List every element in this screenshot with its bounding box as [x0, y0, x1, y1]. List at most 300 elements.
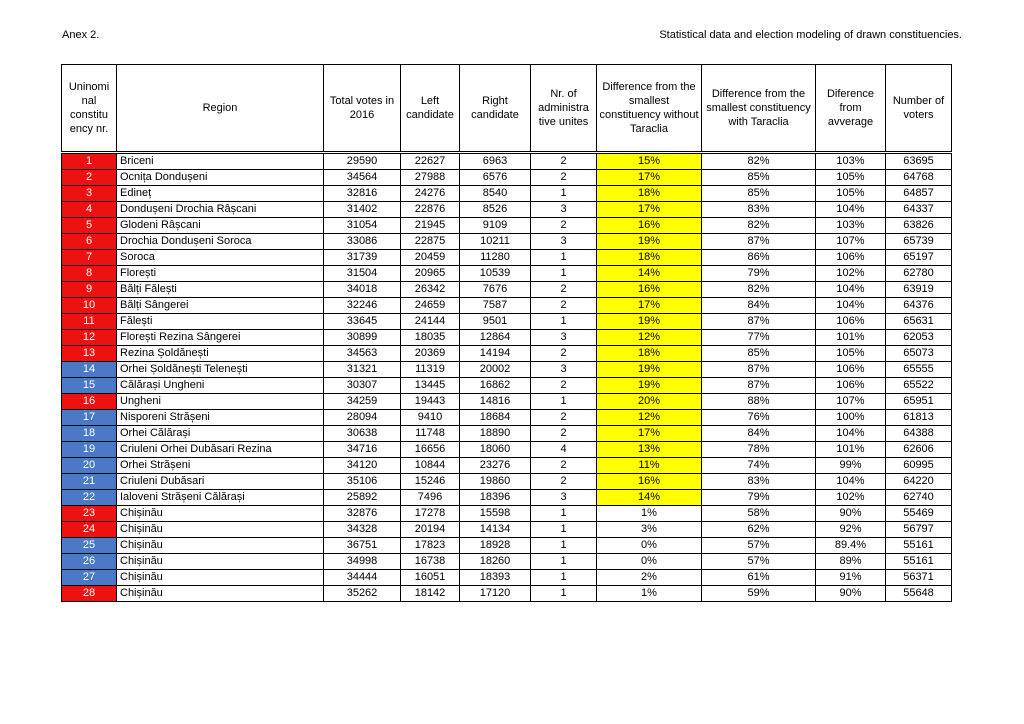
left-candidate-cell: 13445: [401, 378, 460, 394]
diff-with-taraclia-cell: 77%: [702, 330, 816, 346]
number-of-voters-cell: 64376: [886, 298, 952, 314]
diff-average-cell: 106%: [816, 314, 886, 330]
total-votes-cell: 31402: [324, 202, 401, 218]
region-cell: Briceni: [117, 153, 324, 170]
right-candidate-cell: 20002: [460, 362, 531, 378]
region-cell: Drochia Dondușeni Soroca: [117, 234, 324, 250]
total-votes-cell: 33645: [324, 314, 401, 330]
number-of-voters-cell: 55161: [886, 538, 952, 554]
left-candidate-cell: 11319: [401, 362, 460, 378]
diff-without-taraclia-cell: 17%: [597, 426, 702, 442]
region-cell: Orhei Șoldănești Telenești: [117, 362, 324, 378]
diff-without-taraclia-cell: 1%: [597, 506, 702, 522]
diff-average-cell: 99%: [816, 458, 886, 474]
number-of-voters-cell: 65197: [886, 250, 952, 266]
left-candidate-cell: 24144: [401, 314, 460, 330]
diff-average-cell: 106%: [816, 362, 886, 378]
admin-units-cell: 3: [531, 202, 597, 218]
admin-units-cell: 2: [531, 298, 597, 314]
diff-without-taraclia-cell: 20%: [597, 394, 702, 410]
left-candidate-cell: 16051: [401, 570, 460, 586]
number-of-voters-cell: 63826: [886, 218, 952, 234]
total-votes-cell: 32816: [324, 186, 401, 202]
diff-average-cell: 102%: [816, 266, 886, 282]
diff-without-taraclia-cell: 19%: [597, 378, 702, 394]
diff-without-taraclia-cell: 17%: [597, 202, 702, 218]
right-candidate-cell: 14816: [460, 394, 531, 410]
number-of-voters-cell: 62053: [886, 330, 952, 346]
diff-with-taraclia-cell: 87%: [702, 362, 816, 378]
constituency-table: [61, 64, 952, 602]
admin-units-cell: 2: [531, 426, 597, 442]
diff-without-taraclia-cell: 12%: [597, 330, 702, 346]
left-candidate-cell: 20965: [401, 266, 460, 282]
diff-without-taraclia-cell: 14%: [597, 266, 702, 282]
table-row: [62, 490, 952, 506]
total-votes-cell: 32876: [324, 506, 401, 522]
left-candidate-cell: 18035: [401, 330, 460, 346]
region-cell: Dondușeni Drochia Râșcani: [117, 202, 324, 218]
constituency-number-cell: 10: [62, 298, 117, 314]
total-votes-cell: 29590: [324, 153, 401, 170]
constituency-number-cell: 12: [62, 330, 117, 346]
diff-average-cell: 104%: [816, 202, 886, 218]
number-of-voters-cell: 64388: [886, 426, 952, 442]
left-candidate-cell: 16656: [401, 442, 460, 458]
number-of-voters-cell: 62740: [886, 490, 952, 506]
number-of-voters-cell: 61813: [886, 410, 952, 426]
total-votes-cell: 33086: [324, 234, 401, 250]
right-candidate-cell: 10539: [460, 266, 531, 282]
right-candidate-cell: 18396: [460, 490, 531, 506]
region-cell: Edineț: [117, 186, 324, 202]
diff-with-taraclia-cell: 78%: [702, 442, 816, 458]
diff-without-taraclia-cell: 18%: [597, 186, 702, 202]
region-cell: Ialoveni Strășeni Călărași: [117, 490, 324, 506]
diff-with-taraclia-cell: 83%: [702, 474, 816, 490]
diff-without-taraclia-cell: 18%: [597, 346, 702, 362]
number-of-voters-cell: 64220: [886, 474, 952, 490]
diff-average-cell: 106%: [816, 378, 886, 394]
diff-with-taraclia-cell: 84%: [702, 426, 816, 442]
constituency-number-cell: 26: [62, 554, 117, 570]
table-row: [62, 170, 952, 186]
region-cell: Chișinău: [117, 506, 324, 522]
region-cell: Florești: [117, 266, 324, 282]
diff-with-taraclia-cell: 82%: [702, 153, 816, 170]
col-header-region: Region: [117, 65, 324, 153]
number-of-voters-cell: 60995: [886, 458, 952, 474]
col-header-diff-average: Diference from avverage: [816, 65, 886, 153]
right-candidate-cell: 11280: [460, 250, 531, 266]
right-candidate-cell: 16862: [460, 378, 531, 394]
number-of-voters-cell: 55648: [886, 586, 952, 602]
region-cell: Orhei Strășeni: [117, 458, 324, 474]
admin-units-cell: 2: [531, 474, 597, 490]
diff-with-taraclia-cell: 74%: [702, 458, 816, 474]
diff-without-taraclia-cell: 13%: [597, 442, 702, 458]
right-candidate-cell: 23276: [460, 458, 531, 474]
diff-average-cell: 102%: [816, 490, 886, 506]
total-votes-cell: 35106: [324, 474, 401, 490]
region-cell: Chișinău: [117, 586, 324, 602]
right-candidate-cell: 18684: [460, 410, 531, 426]
table-row: [62, 362, 952, 378]
admin-units-cell: 3: [531, 490, 597, 506]
col-header-left-candidate: Left candidate: [401, 65, 460, 153]
diff-with-taraclia-cell: 88%: [702, 394, 816, 410]
admin-units-cell: 1: [531, 394, 597, 410]
total-votes-cell: 31321: [324, 362, 401, 378]
col-header-total-votes: Total votes in 2016: [324, 65, 401, 153]
diff-average-cell: 90%: [816, 506, 886, 522]
diff-with-taraclia-cell: 87%: [702, 314, 816, 330]
diff-without-taraclia-cell: 19%: [597, 234, 702, 250]
diff-with-taraclia-cell: 83%: [702, 202, 816, 218]
table-row: [62, 218, 952, 234]
constituency-number-cell: 9: [62, 282, 117, 298]
diff-average-cell: 105%: [816, 346, 886, 362]
diff-average-cell: 89%: [816, 554, 886, 570]
number-of-voters-cell: 62780: [886, 266, 952, 282]
diff-average-cell: 92%: [816, 522, 886, 538]
diff-with-taraclia-cell: 57%: [702, 538, 816, 554]
right-candidate-cell: 18928: [460, 538, 531, 554]
total-votes-cell: 35262: [324, 586, 401, 602]
diff-without-taraclia-cell: 19%: [597, 314, 702, 330]
diff-with-taraclia-cell: 86%: [702, 250, 816, 266]
diff-without-taraclia-cell: 17%: [597, 298, 702, 314]
constituency-number-cell: 20: [62, 458, 117, 474]
diff-average-cell: 104%: [816, 298, 886, 314]
left-candidate-cell: 7496: [401, 490, 460, 506]
diff-with-taraclia-cell: 57%: [702, 554, 816, 570]
number-of-voters-cell: 65951: [886, 394, 952, 410]
table-row: [62, 410, 952, 426]
right-candidate-cell: 12864: [460, 330, 531, 346]
diff-with-taraclia-cell: 87%: [702, 378, 816, 394]
region-cell: Criuleni Dubăsari: [117, 474, 324, 490]
admin-units-cell: 1: [531, 522, 597, 538]
constituency-number-cell: 16: [62, 394, 117, 410]
left-candidate-cell: 20459: [401, 250, 460, 266]
col-header-diff-without-taraclia: Difference from the smallest constituency without Taraclia: [597, 65, 702, 153]
right-candidate-cell: 15598: [460, 506, 531, 522]
diff-with-taraclia-cell: 85%: [702, 186, 816, 202]
table-row: [62, 298, 952, 314]
right-candidate-cell: 18393: [460, 570, 531, 586]
right-candidate-cell: 6963: [460, 153, 531, 170]
diff-average-cell: 101%: [816, 330, 886, 346]
total-votes-cell: 28094: [324, 410, 401, 426]
table-row: [62, 538, 952, 554]
diff-without-taraclia-cell: 1%: [597, 586, 702, 602]
region-cell: Chișinău: [117, 538, 324, 554]
left-candidate-cell: 20194: [401, 522, 460, 538]
diff-with-taraclia-cell: 85%: [702, 170, 816, 186]
diff-without-taraclia-cell: 0%: [597, 554, 702, 570]
right-candidate-cell: 18060: [460, 442, 531, 458]
region-cell: Nisporeni Strășeni: [117, 410, 324, 426]
diff-average-cell: 103%: [816, 153, 886, 170]
diff-with-taraclia-cell: 61%: [702, 570, 816, 586]
right-candidate-cell: 14134: [460, 522, 531, 538]
admin-units-cell: 3: [531, 234, 597, 250]
table-row: [62, 266, 952, 282]
table-row: [62, 314, 952, 330]
admin-units-cell: 2: [531, 378, 597, 394]
diff-with-taraclia-cell: 82%: [702, 282, 816, 298]
table-header-row: [62, 65, 952, 153]
admin-units-cell: 1: [531, 186, 597, 202]
region-cell: Bălți Sângerei: [117, 298, 324, 314]
region-cell: Chișinău: [117, 570, 324, 586]
admin-units-cell: 2: [531, 170, 597, 186]
constituency-number-cell: 1: [62, 153, 117, 170]
diff-with-taraclia-cell: 79%: [702, 266, 816, 282]
left-candidate-cell: 10844: [401, 458, 460, 474]
right-candidate-cell: 18260: [460, 554, 531, 570]
table-row: [62, 426, 952, 442]
diff-average-cell: 101%: [816, 442, 886, 458]
constituency-number-cell: 15: [62, 378, 117, 394]
table-row: [62, 474, 952, 490]
diff-with-taraclia-cell: 85%: [702, 346, 816, 362]
table-row: [62, 586, 952, 602]
right-candidate-cell: 10211: [460, 234, 531, 250]
number-of-voters-cell: 56797: [886, 522, 952, 538]
admin-units-cell: 2: [531, 282, 597, 298]
total-votes-cell: 34998: [324, 554, 401, 570]
right-candidate-cell: 8540: [460, 186, 531, 202]
diff-without-taraclia-cell: 17%: [597, 170, 702, 186]
region-cell: Chișinău: [117, 554, 324, 570]
right-candidate-cell: 7587: [460, 298, 531, 314]
region-cell: Ungheni: [117, 394, 324, 410]
constituency-number-cell: 24: [62, 522, 117, 538]
diff-without-taraclia-cell: 11%: [597, 458, 702, 474]
left-candidate-cell: 22876: [401, 202, 460, 218]
number-of-voters-cell: 65555: [886, 362, 952, 378]
number-of-voters-cell: 55469: [886, 506, 952, 522]
region-cell: Orhei Călărași: [117, 426, 324, 442]
admin-units-cell: 1: [531, 586, 597, 602]
constituency-number-cell: 8: [62, 266, 117, 282]
diff-average-cell: 105%: [816, 170, 886, 186]
left-candidate-cell: 17823: [401, 538, 460, 554]
number-of-voters-cell: 64337: [886, 202, 952, 218]
col-header-number-of-voters: Number of voters: [886, 65, 952, 153]
left-candidate-cell: 11748: [401, 426, 460, 442]
constituency-number-cell: 28: [62, 586, 117, 602]
diff-without-taraclia-cell: 16%: [597, 282, 702, 298]
diff-without-taraclia-cell: 12%: [597, 410, 702, 426]
number-of-voters-cell: 63695: [886, 153, 952, 170]
table-row: [62, 506, 952, 522]
diff-with-taraclia-cell: 62%: [702, 522, 816, 538]
table-row: [62, 202, 952, 218]
table-row: [62, 522, 952, 538]
admin-units-cell: 2: [531, 218, 597, 234]
admin-units-cell: 3: [531, 362, 597, 378]
constituency-number-cell: 25: [62, 538, 117, 554]
document-title: Statistical data and election modeling of drawn constituencies.: [659, 29, 962, 41]
diff-average-cell: 89.4%: [816, 538, 886, 554]
table-row: [62, 394, 952, 410]
admin-units-cell: 1: [531, 250, 597, 266]
constituency-number-cell: 7: [62, 250, 117, 266]
total-votes-cell: 31739: [324, 250, 401, 266]
admin-units-cell: 4: [531, 442, 597, 458]
constituency-number-cell: 14: [62, 362, 117, 378]
constituency-number-cell: 3: [62, 186, 117, 202]
table-row: [62, 282, 952, 298]
region-cell: Bălți Fălești: [117, 282, 324, 298]
admin-units-cell: 2: [531, 346, 597, 362]
diff-average-cell: 100%: [816, 410, 886, 426]
left-candidate-cell: 9410: [401, 410, 460, 426]
region-cell: Chișinău: [117, 522, 324, 538]
left-candidate-cell: 24659: [401, 298, 460, 314]
table-row: [62, 458, 952, 474]
number-of-voters-cell: 65631: [886, 314, 952, 330]
table-row: [62, 554, 952, 570]
left-candidate-cell: 26342: [401, 282, 460, 298]
diff-without-taraclia-cell: 19%: [597, 362, 702, 378]
region-cell: Rezina Șoldănești: [117, 346, 324, 362]
diff-without-taraclia-cell: 14%: [597, 490, 702, 506]
admin-units-cell: 1: [531, 506, 597, 522]
diff-without-taraclia-cell: 16%: [597, 218, 702, 234]
diff-without-taraclia-cell: 16%: [597, 474, 702, 490]
right-candidate-cell: 9109: [460, 218, 531, 234]
table-row: [62, 570, 952, 586]
total-votes-cell: 34259: [324, 394, 401, 410]
total-votes-cell: 34120: [324, 458, 401, 474]
total-votes-cell: 31054: [324, 218, 401, 234]
admin-units-cell: 2: [531, 458, 597, 474]
left-candidate-cell: 22627: [401, 153, 460, 170]
constituency-number-cell: 23: [62, 506, 117, 522]
diff-with-taraclia-cell: 79%: [702, 490, 816, 506]
left-candidate-cell: 22875: [401, 234, 460, 250]
diff-average-cell: 91%: [816, 570, 886, 586]
number-of-voters-cell: 64768: [886, 170, 952, 186]
constituency-number-cell: 18: [62, 426, 117, 442]
region-cell: Călărași Ungheni: [117, 378, 324, 394]
total-votes-cell: 30899: [324, 330, 401, 346]
left-candidate-cell: 20369: [401, 346, 460, 362]
total-votes-cell: 34018: [324, 282, 401, 298]
total-votes-cell: 34328: [324, 522, 401, 538]
right-candidate-cell: 9501: [460, 314, 531, 330]
total-votes-cell: 32246: [324, 298, 401, 314]
admin-units-cell: 2: [531, 410, 597, 426]
region-cell: Glodeni Râșcani: [117, 218, 324, 234]
admin-units-cell: 1: [531, 314, 597, 330]
total-votes-cell: 30307: [324, 378, 401, 394]
diff-average-cell: 105%: [816, 186, 886, 202]
diff-average-cell: 103%: [816, 218, 886, 234]
region-cell: Florești Rezina Sângerei: [117, 330, 324, 346]
diff-with-taraclia-cell: 59%: [702, 586, 816, 602]
region-cell: Fălești: [117, 314, 324, 330]
diff-average-cell: 107%: [816, 234, 886, 250]
right-candidate-cell: 19860: [460, 474, 531, 490]
diff-average-cell: 107%: [816, 394, 886, 410]
annex-label: Anex 2.: [62, 29, 100, 41]
col-header-admin-units: Nr. of administra tive unites: [531, 65, 597, 153]
total-votes-cell: 31504: [324, 266, 401, 282]
diff-with-taraclia-cell: 76%: [702, 410, 816, 426]
total-votes-cell: 36751: [324, 538, 401, 554]
constituency-number-cell: 13: [62, 346, 117, 362]
diff-without-taraclia-cell: 18%: [597, 250, 702, 266]
table-row: [62, 250, 952, 266]
admin-units-cell: 1: [531, 538, 597, 554]
constituency-number-cell: 27: [62, 570, 117, 586]
admin-units-cell: 3: [531, 330, 597, 346]
number-of-voters-cell: 65522: [886, 378, 952, 394]
left-candidate-cell: 21945: [401, 218, 460, 234]
total-votes-cell: 34564: [324, 170, 401, 186]
diff-without-taraclia-cell: 15%: [597, 153, 702, 170]
constituency-number-cell: 21: [62, 474, 117, 490]
table-row: [62, 346, 952, 362]
total-votes-cell: 34563: [324, 346, 401, 362]
number-of-voters-cell: 55161: [886, 554, 952, 570]
left-candidate-cell: 18142: [401, 586, 460, 602]
number-of-voters-cell: 56371: [886, 570, 952, 586]
diff-average-cell: 90%: [816, 586, 886, 602]
right-candidate-cell: 14194: [460, 346, 531, 362]
diff-average-cell: 104%: [816, 282, 886, 298]
table-row: [62, 378, 952, 394]
total-votes-cell: 30638: [324, 426, 401, 442]
number-of-voters-cell: 63919: [886, 282, 952, 298]
right-candidate-cell: 18890: [460, 426, 531, 442]
diff-without-taraclia-cell: 3%: [597, 522, 702, 538]
region-cell: Soroca: [117, 250, 324, 266]
table-row: [62, 153, 952, 170]
diff-average-cell: 106%: [816, 250, 886, 266]
right-candidate-cell: 17120: [460, 586, 531, 602]
diff-without-taraclia-cell: 0%: [597, 538, 702, 554]
constituency-number-cell: 11: [62, 314, 117, 330]
col-header-right-candidate: Right candidate: [460, 65, 531, 153]
number-of-voters-cell: 62606: [886, 442, 952, 458]
diff-with-taraclia-cell: 82%: [702, 218, 816, 234]
left-candidate-cell: 24276: [401, 186, 460, 202]
constituency-number-cell: 17: [62, 410, 117, 426]
constituency-number-cell: 19: [62, 442, 117, 458]
constituency-number-cell: 5: [62, 218, 117, 234]
constituency-number-cell: 4: [62, 202, 117, 218]
total-votes-cell: 34716: [324, 442, 401, 458]
diff-with-taraclia-cell: 87%: [702, 234, 816, 250]
total-votes-cell: 34444: [324, 570, 401, 586]
diff-with-taraclia-cell: 58%: [702, 506, 816, 522]
admin-units-cell: 2: [531, 153, 597, 170]
region-cell: Criuleni Orhei Dubăsari Rezina: [117, 442, 324, 458]
left-candidate-cell: 16738: [401, 554, 460, 570]
region-cell: Ocnița Dondușeni: [117, 170, 324, 186]
right-candidate-cell: 8526: [460, 202, 531, 218]
col-header-constituency-nr: Uninomi nal constitu ency nr.: [62, 65, 117, 153]
diff-average-cell: 104%: [816, 426, 886, 442]
col-header-diff-with-taraclia: Difference from the smallest constituency with Taraclia: [702, 65, 816, 153]
number-of-voters-cell: 65739: [886, 234, 952, 250]
